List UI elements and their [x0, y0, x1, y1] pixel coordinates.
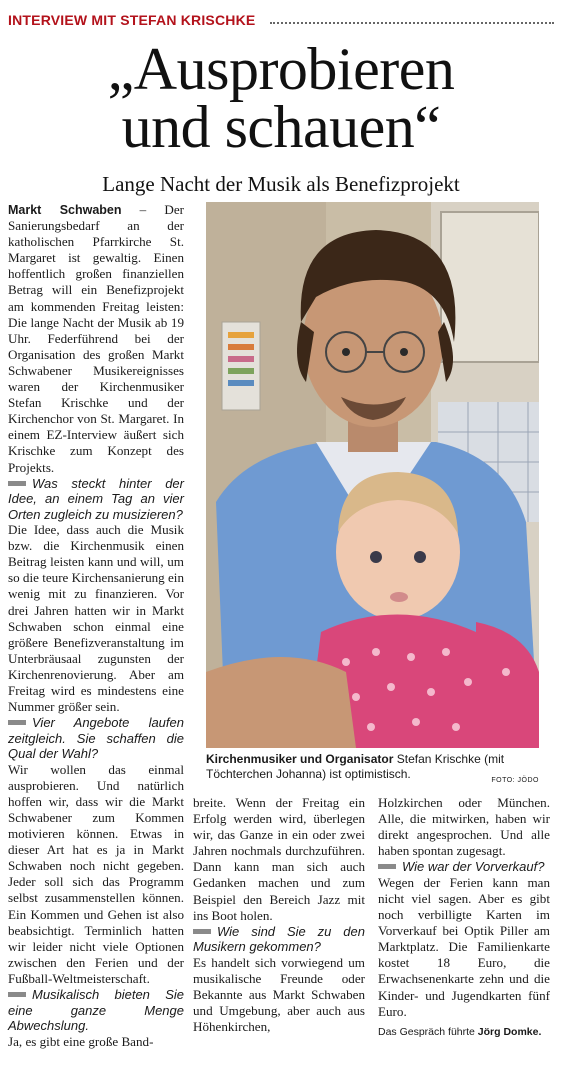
answer-3-start: Ja, es gibt eine große Band- — [8, 1033, 154, 1049]
headline-line-1: „Ausprobieren — [107, 36, 455, 102]
question-3: Musikalisch bieten Sie eine ganze Menge Abwechslung. — [8, 987, 184, 1034]
photo-caption — [206, 752, 539, 788]
question-1: Was steckt hinter der Idee, an einem Tag an vier Orten zugleich zu musizieren? — [8, 475, 184, 522]
question-5: Wie war der Vorverkauf? — [378, 859, 550, 875]
answer-4-start: Es handelt sich vorwiegend um musikalische Freunde oder Bekannte aus Markt Schwaben und Umgebung, aber auch aus Höhenkirchen, — [193, 954, 365, 1035]
lead-paragraph — [8, 202, 184, 476]
byline: Das Gespräch führte Jörg Domke. — [378, 1025, 542, 1038]
answer-3-end: breite. Wenn der Freitag ein Erfolg werden wird, überlegen wir, das Ganze in ein oder zwei Jahren nochmals durchzuführen. Dann kann man sich auch Gedanken machen und zum Beispiel den Bereich Jazz mit ins Boot holen. — [193, 795, 365, 923]
question-marker-icon — [8, 992, 26, 997]
column-1 — [8, 202, 184, 1050]
question-marker-icon — [193, 929, 211, 934]
photo-illustration — [206, 202, 539, 748]
headline — [0, 36, 562, 160]
kicker — [8, 12, 554, 32]
column-2 — [193, 795, 365, 1035]
portrait-photo — [206, 202, 539, 748]
question-marker-icon — [8, 720, 26, 725]
question-marker-icon — [378, 864, 396, 869]
subheadline: Lange Nacht der Musik als Benefizprojekt — [102, 172, 460, 196]
kicker-dotted-rule — [270, 22, 554, 24]
question-4: Wie sind Sie zu den Musikern gekommen? — [193, 923, 365, 955]
question-2: Vier Angebote laufen zeitgleich. Sie schaffen die Qual der Wahl? — [8, 715, 184, 762]
answer-5: Wegen der Ferien kann man nicht viel sagen. Aber es gibt noch verbilligte Karten im Vorverkauf bei Optik Piller am Marktplatz. Die Familienkarte kostet 18 Euro, die Erwachsenenkarte zehn und die Kinder- und Jugendkarten fünf Euro. — [378, 874, 550, 1019]
caption-bold: Kirchenmusiker und Organisator — [206, 752, 394, 766]
caption-text: Stefan Krischke (mit Töchterchen Johanna) ist optimistisch. — [206, 752, 505, 781]
answer-2: Wir wollen das einmal ausprobieren. Und natürlich hoffen wir, dass wir die Markt Schwabener zum Kommen motivieren können. Etwas in dieser Art hat es ja in Markt Schwaben noch nicht gegeben. Jeder soll sich das Programm selbst zusammenstellen können. Ein Kommen und Gehen ist also beabsichtigt. Terminlich hatten wir leider nicht viele Optionen zwischen den Ferien und der Fußball-Weltmeisterschaft. — [8, 761, 184, 986]
photo-credit: FOTO: JÖDO — [491, 777, 539, 784]
answer-1: Die Idee, dass auch die Musik bzw. die Kirchenmusik einen Beitrag leisten kann und will, um so die teure Kirchensanierung ein wenig mit zu finanzieren. Vor drei Jahren hatten wir in Markt Schwaben schon einmal eine größere Benefizveranstaltung im Unterbräusaal zugunsten der Kirchenrenovierung. Aber am Freitag wird es mindestens eine Nummer größer sein. — [8, 522, 184, 715]
dateline: Markt Schwaben — [8, 203, 122, 217]
answer-4-end: Holzkirchen oder München. Alle, die mitwirken, haben wir direkt angesprochen. Und alle haben spontan zugesagt. — [378, 795, 550, 859]
lead-text: – Der Sanierungsbedarf an der katholischen Pfarrkirche St. Margaret ist gewaltig. Einen hoffentlich großen finanziellen Betrag will ein Benefizprojekt am kommenden Freitag leisten: Die lange Nacht der Musik ab 19 Uhr. Federführend bei der Organisation des großen Markt Schwabener Musikereignisses waren der Kirchenmusiker Stefan Krischke und der Kirchenchor von St. Margaret. In einem EZ-Interview äußert sich Krischke zum Konzept des Projekts. — [8, 202, 184, 475]
question-marker-icon — [8, 481, 26, 486]
kicker-label: INTERVIEW MIT STEFAN KRISCHKE — [8, 12, 256, 28]
headline-line-2: und schauen“ — [121, 94, 441, 160]
column-3 — [378, 795, 550, 1040]
